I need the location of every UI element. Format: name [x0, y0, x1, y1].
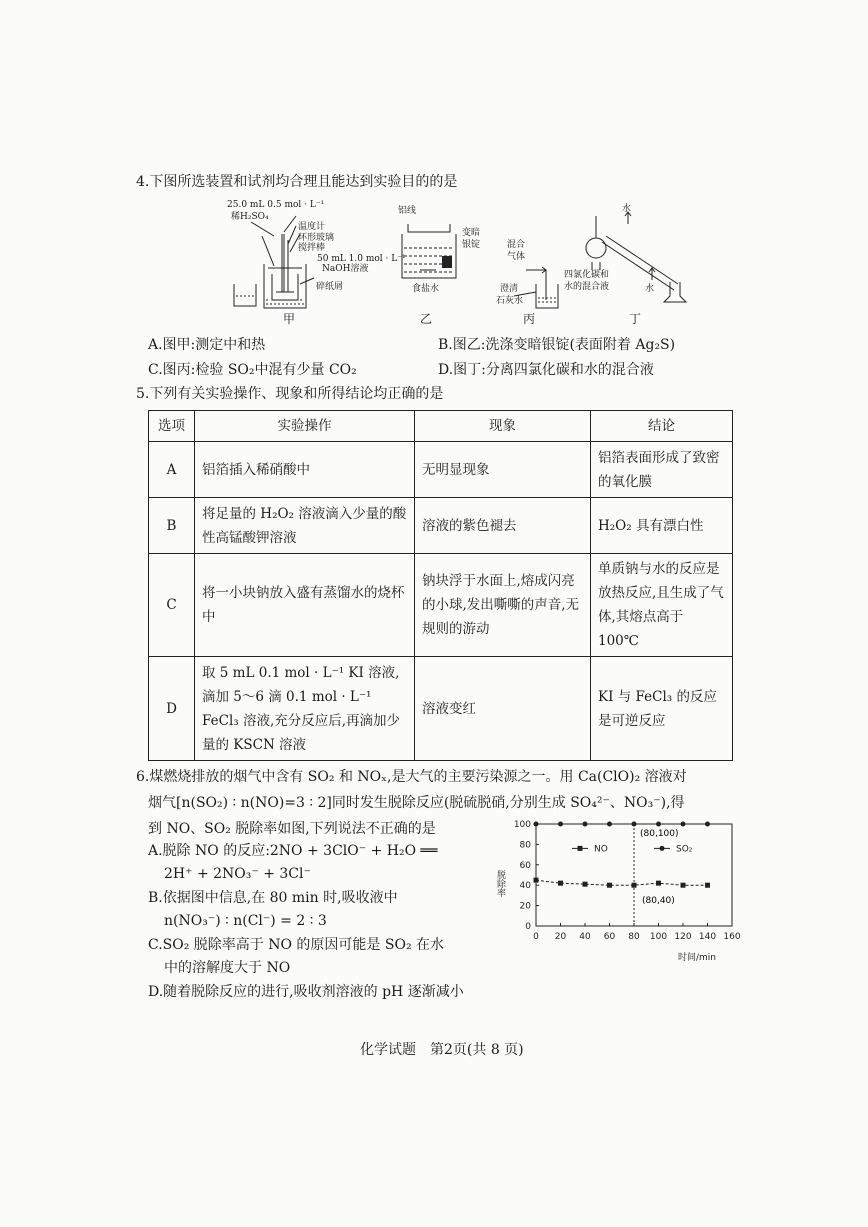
point-so2 — [607, 822, 612, 827]
point-no — [534, 878, 539, 883]
q6-option-d: D.随着脱除反应的进行,吸收剂溶液的 pH 逐渐减小 — [148, 984, 464, 1000]
x-tick-label: 160 — [723, 932, 741, 942]
q6-stem-line-1: 6.煤燃烧排放的烟气中含有 SO₂ 和 NOₓ,是大气的主要污染源之一。用 Ca(ClO)₂ 溶液对 — [136, 769, 687, 785]
caption-yi: 乙 — [420, 312, 433, 326]
x-tick-label: 60 — [603, 932, 616, 942]
annotation-80-100: (80,100) — [640, 829, 679, 839]
row-option: C — [149, 554, 195, 657]
annotation-80-40: (80,40) — [642, 896, 675, 907]
q4-stem: 4.下图所选装置和试剂均合理且能达到实验目的的是 — [136, 174, 458, 190]
row-conclusion: KI 与 FeCl₃ 的反应是可逆反应 — [591, 657, 733, 761]
yi-al-label: 铝线 — [398, 206, 417, 216]
yi-salt-label: 食盐水 — [412, 284, 440, 294]
page-footer: 化学试题 第2页(共 8 页) — [360, 1042, 524, 1058]
yi-silver-ingot — [442, 256, 452, 268]
plot-frame — [536, 824, 732, 926]
table-row — [149, 657, 733, 761]
header-operation: 实验操作 — [195, 411, 415, 442]
x-axis-label: 时间/min — [678, 953, 717, 963]
x-tick-label: 0 — [533, 932, 539, 942]
ding-water-out-label: 水 — [622, 204, 632, 214]
x-tick-label: 100 — [649, 932, 668, 942]
jia-thermometer-label: 温度计 — [298, 222, 326, 232]
jia-stirrer-label-2: 搅拌棒 — [298, 243, 326, 253]
bing-gas-label-1: 混合 — [507, 240, 526, 250]
table-header-row — [149, 411, 733, 442]
x-tick-label: 140 — [698, 932, 717, 942]
jia-acid-label-2: 稀H₂SO₄ — [231, 212, 269, 222]
bing-lime-label-1: 澄清 — [500, 284, 519, 294]
x-tick-label: 40 — [579, 932, 591, 942]
q5-table — [148, 410, 733, 761]
table-row — [149, 498, 733, 554]
header-conclusion: 结论 — [591, 411, 733, 442]
bing-test-tube — [536, 284, 558, 308]
row-phenomenon: 溶液的紫色褪去 — [415, 498, 591, 554]
point-no — [583, 882, 588, 887]
ding-water-in-label: 水 — [645, 284, 655, 294]
point-so2 — [534, 822, 539, 827]
jia-inner-beaker — [272, 274, 298, 300]
point-so2 — [583, 822, 588, 827]
y-tick-label: 100 — [513, 820, 531, 830]
row-operation: 取 5 mL 0.1 mol · L⁻¹ KI 溶液,滴加 5～6 滴 0.1 mol · L⁻¹ FeCl₃ 溶液,充分反应后,再滴加少量的 KSCN 溶液 — [195, 657, 415, 761]
q5-stem: 5.下列有关实验操作、现象和所得结论均正确的是 — [136, 386, 444, 402]
row-operation: 将一小块钠放入盛有蒸馏水的烧杯中 — [195, 554, 415, 657]
point-so2 — [632, 822, 637, 827]
jia-naoh-label-2: NaOH溶液 — [322, 264, 369, 274]
table-row — [149, 554, 733, 657]
legend-so2-label: SO₂ — [676, 844, 693, 855]
q4-option-a: A.图甲:测定中和热 — [148, 337, 266, 353]
jia-paper-label: 碎纸屑 — [316, 282, 344, 292]
row-phenomenon: 无明显现象 — [415, 442, 591, 498]
jia-outer-beaker — [264, 264, 306, 308]
legend-so2-marker — [660, 846, 665, 851]
point-so2 — [681, 822, 686, 827]
row-conclusion: H₂O₂ 具有漂白性 — [591, 498, 733, 554]
q6-option-b-1: B.依据图中信息,在 80 min 时,吸收液中 — [148, 890, 398, 906]
ding-mix-label-1: 四氯化碳和 — [564, 270, 610, 280]
yi-ag-label-1: 变暗 — [462, 228, 481, 238]
y-tick-label: 40 — [519, 881, 531, 892]
point-so2 — [558, 822, 563, 827]
jia-small-beaker — [234, 284, 256, 306]
q4-option-b: B.图乙:洗涤变暗银锭(表面附着 Ag₂S) — [438, 337, 676, 353]
q6-option-a-2: 2H⁺ + 2NO₃⁻ + 3Cl⁻ — [164, 866, 311, 882]
x-tick-label: 80 — [628, 932, 640, 942]
row-option: D — [149, 657, 195, 761]
q6-stem-line-3: 到 NO、SO₂ 脱除率如图,下列说法不正确的是 — [148, 821, 436, 837]
ding-condenser — [602, 242, 674, 290]
x-tick-label: 120 — [674, 932, 692, 942]
q6-option-b-2: n(NO₃⁻) ∶ n(Cl⁻) = 2 ∶ 3 — [164, 913, 327, 929]
caption-jia: 甲 — [283, 312, 296, 326]
y-tick-label: 80 — [519, 840, 531, 851]
q4-option-c: C.图丙:检验 SO₂中混有少量 CO₂ — [148, 362, 357, 378]
x-tick-label: 20 — [554, 932, 567, 942]
point-so2 — [656, 822, 661, 827]
header-phenomenon: 现象 — [415, 411, 591, 442]
y-tick-label: 20 — [519, 901, 531, 912]
y-tick-label: 60 — [519, 860, 531, 871]
q6-stem-line-2: 烟气[n(SO₂) ∶ n(NO)=3 ∶ 2]同时发生脱除反应(脱硫脱硝,分别生成 SO₄²⁻、NO₃⁻),得 — [148, 795, 685, 811]
legend-no-label: NO — [594, 844, 608, 855]
jia-acid-label-1: 25.0 mL 0.5 mol · L⁻¹ — [227, 200, 325, 210]
table-row — [149, 442, 733, 498]
ding-mix-label-2: 水的混合液 — [564, 282, 610, 292]
legend-no-marker — [578, 846, 583, 851]
point-no — [681, 883, 686, 888]
caption-bing: 丙 — [523, 312, 536, 326]
point-no — [705, 883, 710, 888]
row-phenomenon: 钠块浮于水面上,熔成闪亮的小球,发出嘶嘶的声音,无规则的游动 — [415, 554, 591, 657]
point-no — [632, 883, 637, 888]
caption-ding: 丁 — [629, 312, 642, 326]
q6-option-c-1: C.SO₂ 脱除率高于 NO 的原因可能是 SO₂ 在水 — [148, 937, 445, 953]
y-tick-label: 0 — [525, 922, 531, 932]
row-option: A — [149, 442, 195, 498]
q6-option-c-2: 中的溶解度大于 NO — [164, 960, 291, 976]
row-option: B — [149, 498, 195, 554]
point-no — [656, 881, 661, 886]
row-conclusion: 单质钠与水的反应是放热反应,且生成了气体,其熔点高于 100℃ — [591, 554, 733, 657]
row-operation: 铝箔插入稀硝酸中 — [195, 442, 415, 498]
point-no — [558, 881, 563, 886]
q6-option-a-1: A.脱除 NO 的反应:2NO + 3ClO⁻ + H₂O ══ — [148, 843, 438, 859]
removal-rate-chart — [486, 812, 744, 980]
bing-gas-label-2: 气体 — [507, 252, 526, 262]
point-no — [607, 883, 612, 888]
row-operation: 将足量的 H₂O₂ 溶液滴入少量的酸性高锰酸钾溶液 — [195, 498, 415, 554]
ding-flask — [586, 238, 606, 258]
point-so2 — [705, 822, 710, 827]
bing-lime-label-2: 石灰水 — [496, 296, 524, 306]
yi-al-wire — [408, 224, 450, 232]
row-phenomenon: 溶液变红 — [415, 657, 591, 761]
row-conclusion: 铝箔表面形成了致密的氧化膜 — [591, 442, 733, 498]
jia-stirrer-label-1: 环形玻璃 — [298, 233, 335, 243]
yi-ag-label-2: 银锭 — [462, 240, 481, 250]
header-option: 选项 — [149, 411, 195, 442]
q4-option-d: D.图丁:分离四氯化碳和水的混合液 — [438, 362, 654, 378]
jia-naoh-label-1: 50 mL 1.0 mol · L⁻¹ — [317, 254, 406, 264]
y-axis-label: 脱除率 — [495, 870, 505, 897]
